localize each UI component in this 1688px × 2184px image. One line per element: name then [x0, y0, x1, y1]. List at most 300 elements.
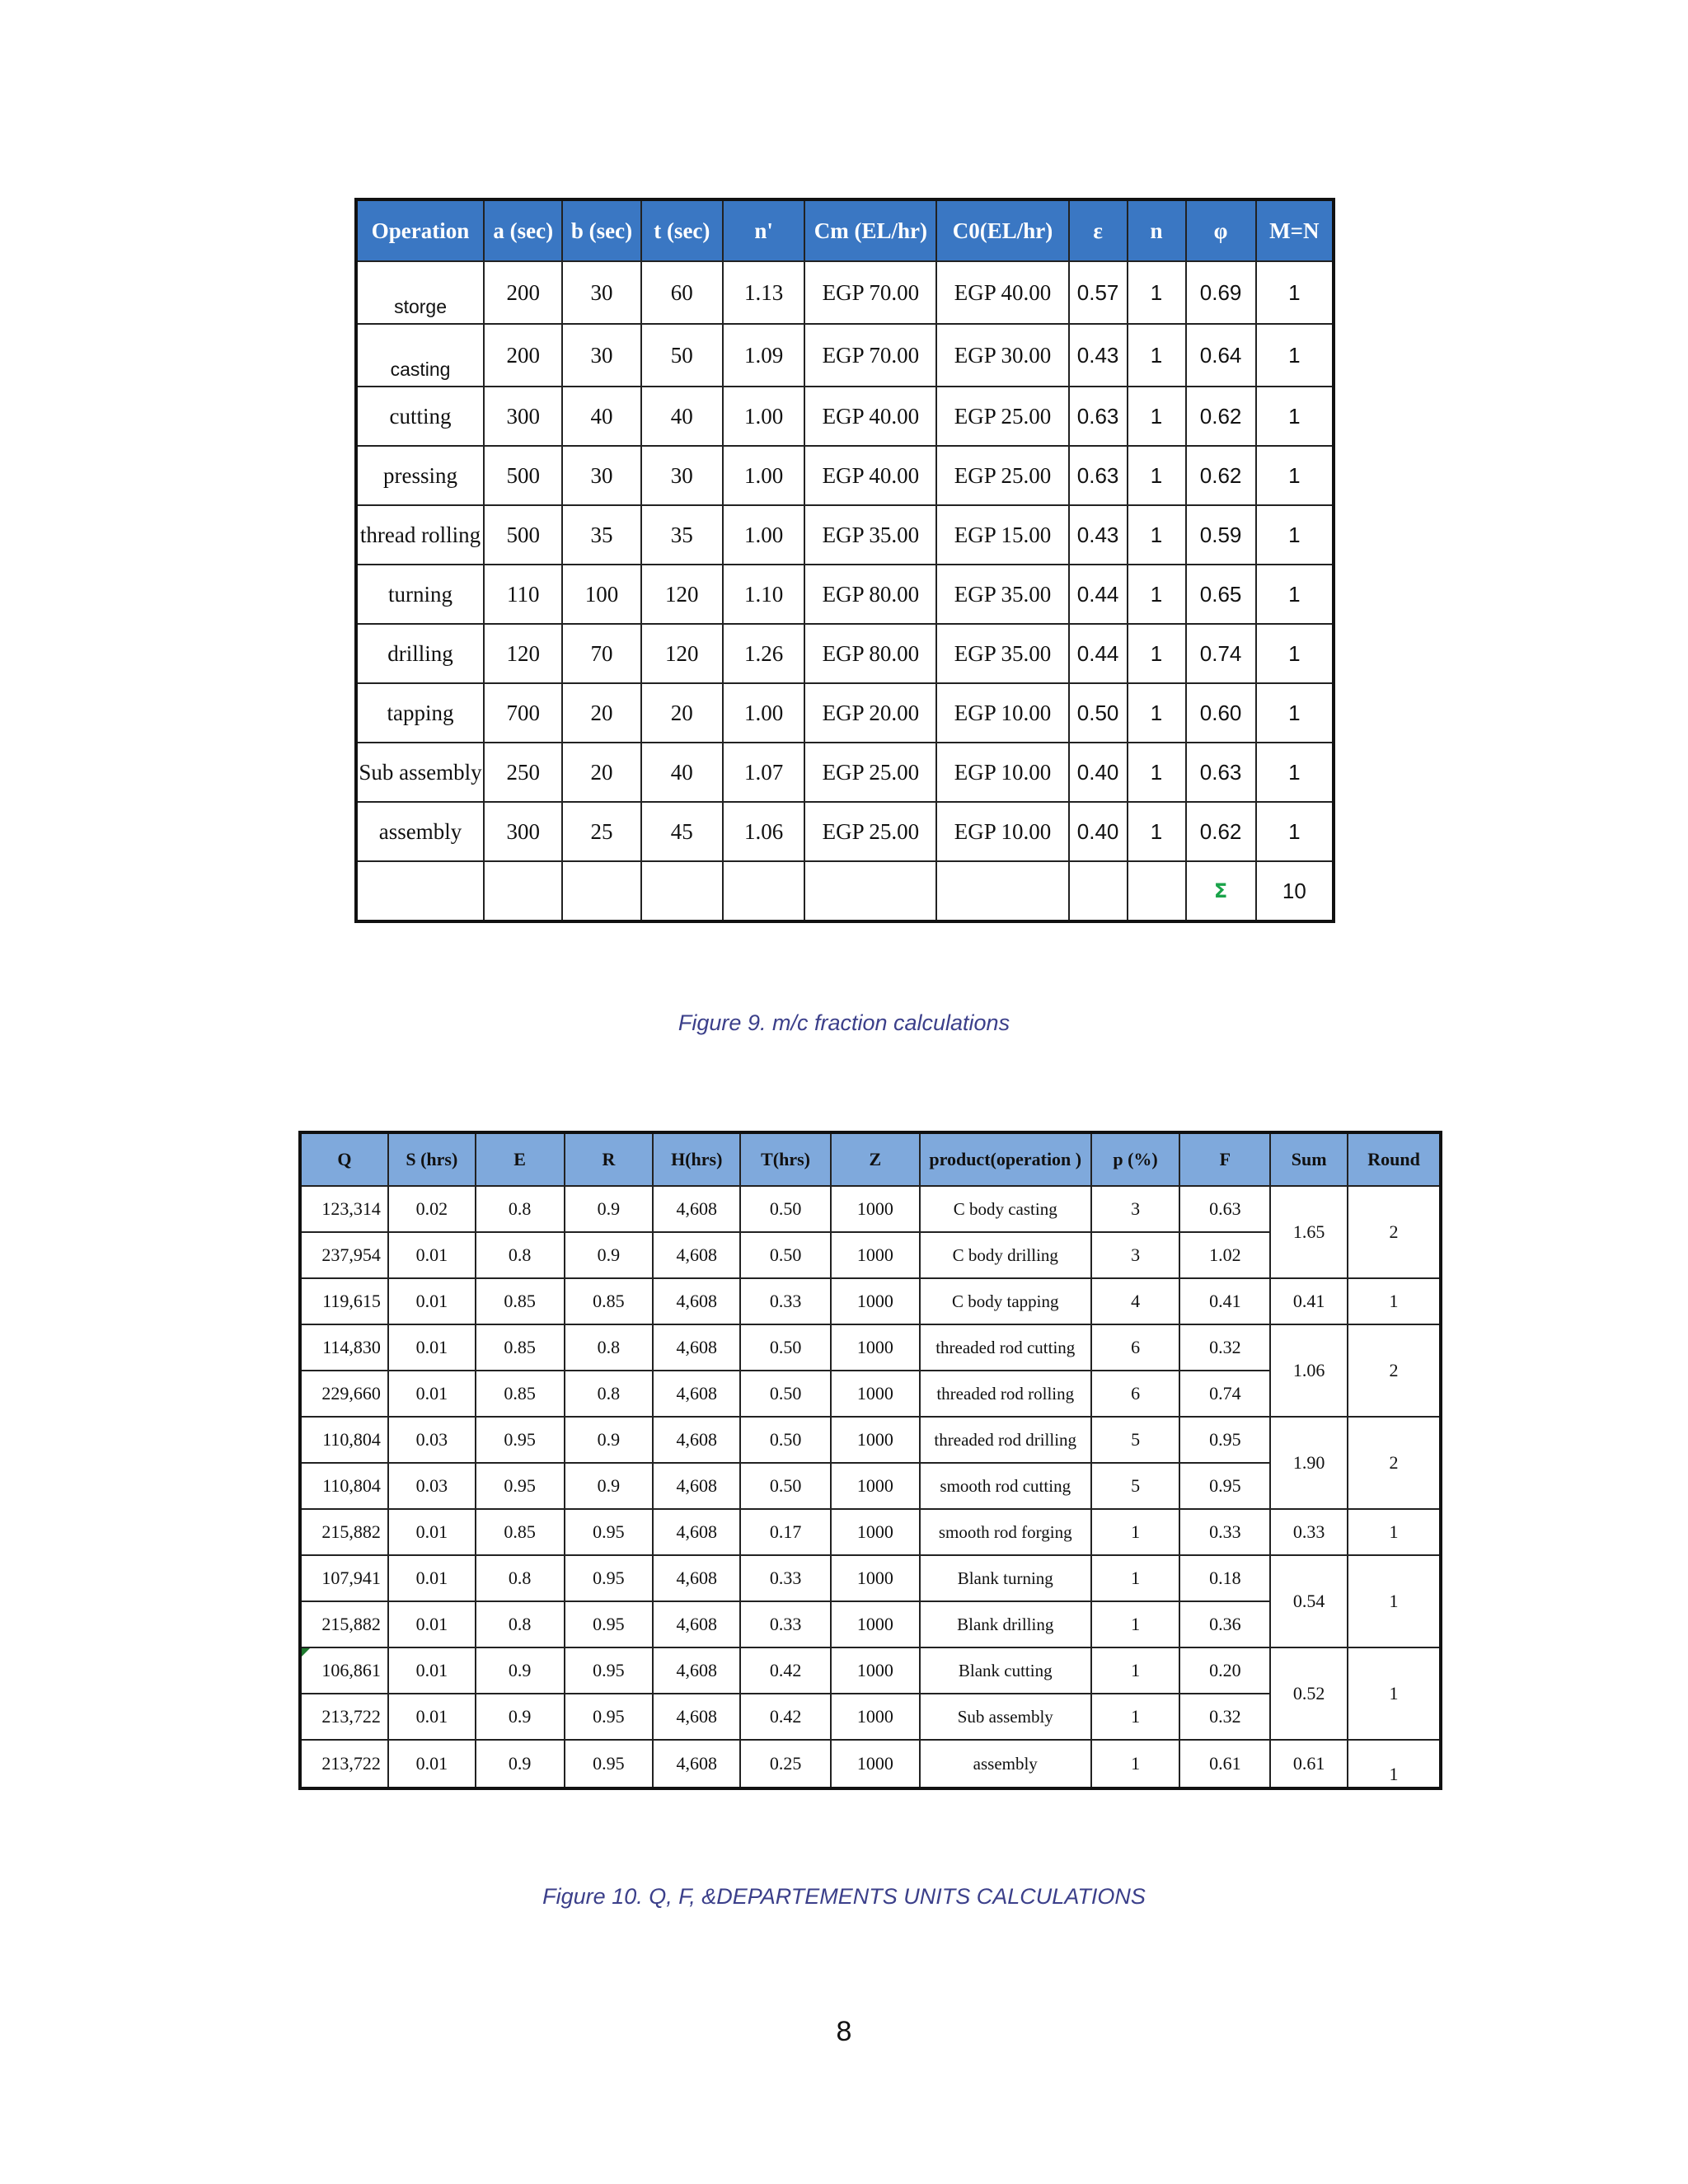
- table-cell: 0.85: [476, 1509, 565, 1555]
- table-cell: 213,722: [300, 1740, 388, 1788]
- col-header: Sum: [1270, 1132, 1348, 1186]
- table-cell: 0.03: [388, 1417, 476, 1463]
- table-cell: 1: [1091, 1647, 1180, 1694]
- col-header: ε: [1069, 199, 1128, 261]
- table-cell: 120: [484, 624, 562, 683]
- table-cell: 50: [641, 324, 723, 387]
- table-cell: 1: [1256, 261, 1334, 324]
- table-cell: EGP 35.00: [804, 505, 936, 565]
- operation-cell: turning: [356, 565, 484, 624]
- table-cell: 6: [1091, 1371, 1180, 1417]
- sum-cell: 0.33: [1270, 1509, 1348, 1555]
- table-row: [300, 1694, 1441, 1740]
- table-cell: 1000: [831, 1417, 920, 1463]
- table-cell: 0.8: [565, 1371, 654, 1417]
- table-cell: 1: [1128, 324, 1186, 387]
- table-cell: 0.62: [1186, 802, 1256, 861]
- table-cell: 0.01: [388, 1694, 476, 1740]
- table-cell: 0.17: [740, 1509, 831, 1555]
- table-cell: 100: [562, 565, 640, 624]
- table-cell: 0.85: [476, 1371, 565, 1417]
- table-row: [356, 324, 1334, 387]
- table-cell: 0.44: [1069, 624, 1128, 683]
- table-cell: 70: [562, 624, 640, 683]
- table-cell: 0.85: [565, 1278, 654, 1324]
- table-cell: 1.10: [723, 565, 804, 624]
- table-cell: 0.61: [1179, 1740, 1270, 1788]
- table-cell: 0.95: [565, 1694, 654, 1740]
- empty-cell: [804, 861, 936, 921]
- table-cell: 35: [641, 505, 723, 565]
- table-cell: 0.74: [1179, 1371, 1270, 1417]
- table-cell: 40: [562, 387, 640, 446]
- table-cell: 0.8: [476, 1555, 565, 1601]
- table-cell: 0.01: [388, 1324, 476, 1371]
- sum-cell: 0.54: [1270, 1555, 1348, 1647]
- operation-cell: storge: [356, 261, 484, 324]
- round-cell: 1: [1348, 1555, 1441, 1647]
- empty-cell: [356, 861, 484, 921]
- table-cell: 0.42: [740, 1647, 831, 1694]
- table-row: [356, 624, 1334, 683]
- table-cell: 5: [1091, 1463, 1180, 1509]
- table-cell: 0.95: [565, 1509, 654, 1555]
- total-value: 10: [1256, 861, 1334, 921]
- table-cell: 0.57: [1069, 261, 1128, 324]
- table-row: [300, 1555, 1441, 1601]
- table-row: [300, 1186, 1441, 1232]
- table-cell: EGP 10.00: [936, 802, 1068, 861]
- table-cell: 0.03: [388, 1463, 476, 1509]
- table-row: [300, 1371, 1441, 1417]
- table-cell: 5: [1091, 1417, 1180, 1463]
- table-cell: 1: [1256, 505, 1334, 565]
- table-cell: 1000: [831, 1232, 920, 1278]
- table-cell: 0.41: [1179, 1278, 1270, 1324]
- operation-cell: Sub assembly: [356, 743, 484, 802]
- table-cell: 1000: [831, 1555, 920, 1601]
- col-header: S (hrs): [388, 1132, 476, 1186]
- table-cell: 110,804: [300, 1463, 388, 1509]
- table-cell: 1000: [831, 1371, 920, 1417]
- page-number: 8: [836, 2016, 852, 2047]
- empty-cell: [562, 861, 640, 921]
- table-row: [356, 261, 1334, 324]
- table-cell: EGP 35.00: [936, 565, 1068, 624]
- table-cell: 4,608: [653, 1232, 740, 1278]
- table-cell: 1: [1128, 624, 1186, 683]
- operation-cell: Blank turning: [920, 1555, 1091, 1601]
- table-cell: 119,615: [300, 1278, 388, 1324]
- table-cell: 1: [1128, 261, 1186, 324]
- table-cell: 0.25: [740, 1740, 831, 1788]
- operation-cell: assembly: [920, 1740, 1091, 1788]
- empty-cell: [1128, 861, 1186, 921]
- table-cell: 120: [641, 565, 723, 624]
- table-row: [356, 743, 1334, 802]
- table-cell: 0.33: [1179, 1509, 1270, 1555]
- table-cell: 30: [562, 324, 640, 387]
- figure-9-caption: Figure 9. m/c fraction calculations: [678, 1010, 1010, 1035]
- table-cell: 1000: [831, 1601, 920, 1647]
- table-cell: 0.85: [476, 1324, 565, 1371]
- col-header: C0(EL/hr): [936, 199, 1068, 261]
- table-cell: 123,314: [300, 1186, 388, 1232]
- table-cell: 0.64: [1186, 324, 1256, 387]
- table-cell: 0.95: [1179, 1463, 1270, 1509]
- table-cell: 200: [484, 324, 562, 387]
- operation-cell: pressing: [356, 446, 484, 505]
- table-cell: 500: [484, 505, 562, 565]
- table-cell: 20: [641, 683, 723, 743]
- table-cell: 4,608: [653, 1509, 740, 1555]
- table-cell: 110,804: [300, 1417, 388, 1463]
- table-cell: 0.9: [565, 1463, 654, 1509]
- table-cell: 0.63: [1069, 387, 1128, 446]
- table-cell: 30: [562, 446, 640, 505]
- table-cell: 40: [641, 387, 723, 446]
- table-cell: EGP 10.00: [936, 743, 1068, 802]
- table-cell: 1: [1091, 1509, 1180, 1555]
- table-row: [300, 1463, 1441, 1509]
- empty-cell: [641, 861, 723, 921]
- table-cell: 0.01: [388, 1555, 476, 1601]
- table-cell: 0.95: [565, 1555, 654, 1601]
- table-cell: EGP 80.00: [804, 624, 936, 683]
- table-cell: 1: [1091, 1601, 1180, 1647]
- table-cell: EGP 40.00: [804, 446, 936, 505]
- table-cell: 0.9: [476, 1694, 565, 1740]
- table-cell: 35: [562, 505, 640, 565]
- table-cell: 1: [1128, 446, 1186, 505]
- table-cell: 106,861: [300, 1647, 388, 1694]
- table-cell: 1: [1128, 387, 1186, 446]
- operation-cell: threaded rod drilling: [920, 1417, 1091, 1463]
- operation-cell: assembly: [356, 802, 484, 861]
- table-cell: 1: [1091, 1694, 1180, 1740]
- table-cell: 0.43: [1069, 324, 1128, 387]
- table-cell: 1: [1256, 324, 1334, 387]
- table-row: [300, 1324, 1441, 1371]
- table-cell: 0.85: [476, 1278, 565, 1324]
- table-cell: 1000: [831, 1278, 920, 1324]
- table-cell: 213,722: [300, 1694, 388, 1740]
- table-cell: EGP 80.00: [804, 565, 936, 624]
- col-header: Z: [831, 1132, 920, 1186]
- operation-cell: Blank cutting: [920, 1647, 1091, 1694]
- col-header: M=N: [1256, 199, 1334, 261]
- table-cell: 3: [1091, 1232, 1180, 1278]
- table-cell: EGP 70.00: [804, 261, 936, 324]
- table-cell: 1: [1128, 802, 1186, 861]
- operation-cell: thread rolling: [356, 505, 484, 565]
- table-cell: 20: [562, 743, 640, 802]
- table-cell: 0.36: [1179, 1601, 1270, 1647]
- table-cell: 1.00: [723, 683, 804, 743]
- col-header: E: [476, 1132, 565, 1186]
- col-header: n': [723, 199, 804, 261]
- table-cell: 0.8: [476, 1232, 565, 1278]
- table-cell: 0.62: [1186, 387, 1256, 446]
- table-cell: 0.50: [740, 1186, 831, 1232]
- table-cell: 0.01: [388, 1509, 476, 1555]
- operation-cell: C body tapping: [920, 1278, 1091, 1324]
- round-cell: 2: [1348, 1324, 1441, 1417]
- table-cell: 0.40: [1069, 802, 1128, 861]
- table-cell: EGP 40.00: [804, 387, 936, 446]
- table-cell: 1000: [831, 1647, 920, 1694]
- table-cell: EGP 70.00: [804, 324, 936, 387]
- table-cell: 700: [484, 683, 562, 743]
- table-cell: 0.01: [388, 1647, 476, 1694]
- table-cell: 1: [1128, 565, 1186, 624]
- table-cell: 4,608: [653, 1647, 740, 1694]
- table-cell: 1000: [831, 1186, 920, 1232]
- table-cell: 1: [1091, 1555, 1180, 1601]
- table-cell: 0.42: [740, 1694, 831, 1740]
- table-cell: 237,954: [300, 1232, 388, 1278]
- round-cell: 1: [1348, 1740, 1441, 1788]
- table-header-row: [356, 199, 1334, 261]
- round-cell: 2: [1348, 1186, 1441, 1278]
- table-cell: EGP 25.00: [804, 802, 936, 861]
- table-row: [300, 1601, 1441, 1647]
- operation-cell: C body casting: [920, 1186, 1091, 1232]
- table-cell: 30: [641, 446, 723, 505]
- table-cell: 6: [1091, 1324, 1180, 1371]
- table-cell: 0.63: [1179, 1186, 1270, 1232]
- operation-cell: threaded rod rolling: [920, 1371, 1091, 1417]
- sigma-symbol: Σ: [1186, 861, 1256, 921]
- table-cell: 1000: [831, 1509, 920, 1555]
- table-cell: 0.01: [388, 1740, 476, 1788]
- table-cell: 1: [1128, 683, 1186, 743]
- table-cell: 30: [562, 261, 640, 324]
- table-cell: 1.26: [723, 624, 804, 683]
- table-cell: 0.50: [740, 1417, 831, 1463]
- table-cell: 0.33: [740, 1278, 831, 1324]
- table-cell: 0.20: [1179, 1647, 1270, 1694]
- operation-cell: smooth rod forging: [920, 1509, 1091, 1555]
- table-cell: 1: [1256, 683, 1334, 743]
- table-cell: 0.9: [476, 1647, 565, 1694]
- table-cell: 0.32: [1179, 1694, 1270, 1740]
- table-cell: 1: [1128, 743, 1186, 802]
- table-row: [300, 1232, 1441, 1278]
- table-cell: 215,882: [300, 1509, 388, 1555]
- table-cell: 3: [1091, 1186, 1180, 1232]
- operation-cell: Blank drilling: [920, 1601, 1091, 1647]
- table-cell: 0.02: [388, 1186, 476, 1232]
- table-cell: 0.69: [1186, 261, 1256, 324]
- table-cell: 0.32: [1179, 1324, 1270, 1371]
- table-cell: 215,882: [300, 1601, 388, 1647]
- table-cell: 4,608: [653, 1324, 740, 1371]
- round-cell: 2: [1348, 1417, 1441, 1509]
- table-cell: 0.50: [740, 1324, 831, 1371]
- table-cell: 0.74: [1186, 624, 1256, 683]
- table-cell: 0.18: [1179, 1555, 1270, 1601]
- table-cell: 0.9: [476, 1740, 565, 1788]
- table-cell: 0.95: [565, 1740, 654, 1788]
- table-cell: 1.00: [723, 387, 804, 446]
- table-cell: 0.50: [740, 1232, 831, 1278]
- table-row: [300, 1740, 1441, 1788]
- table-cell: 0.8: [476, 1601, 565, 1647]
- sum-cell: 0.41: [1270, 1278, 1348, 1324]
- q-f-departments-table: [298, 1131, 1442, 1790]
- table-cell: 114,830: [300, 1324, 388, 1371]
- empty-cell: [484, 861, 562, 921]
- table-cell: 1: [1256, 446, 1334, 505]
- table-cell: 1000: [831, 1463, 920, 1509]
- table-cell: 0.8: [565, 1324, 654, 1371]
- table-cell: 1000: [831, 1324, 920, 1371]
- operation-cell: cutting: [356, 387, 484, 446]
- table-cell: 4,608: [653, 1694, 740, 1740]
- table-cell: 0.43: [1069, 505, 1128, 565]
- table-cell: 1.09: [723, 324, 804, 387]
- table-cell: 0.95: [565, 1601, 654, 1647]
- round-cell: 1: [1348, 1278, 1441, 1324]
- table-cell: 0.44: [1069, 565, 1128, 624]
- table-cell: 0.01: [388, 1232, 476, 1278]
- table-cell: 229,660: [300, 1371, 388, 1417]
- table-cell: 0.9: [565, 1417, 654, 1463]
- col-header: Cm (EL/hr): [804, 199, 936, 261]
- empty-cell: [723, 861, 804, 921]
- table-cell: 1.13: [723, 261, 804, 324]
- table-row: [300, 1417, 1441, 1463]
- table-cell: 1: [1256, 743, 1334, 802]
- table-cell: 0.8: [476, 1186, 565, 1232]
- table-cell: 0.95: [565, 1647, 654, 1694]
- table-cell: EGP 30.00: [936, 324, 1068, 387]
- sum-cell: 1.90: [1270, 1417, 1348, 1509]
- table-cell: EGP 25.00: [936, 387, 1068, 446]
- table-cell: 4,608: [653, 1463, 740, 1509]
- table-cell: 0.95: [476, 1417, 565, 1463]
- table-cell: 0.40: [1069, 743, 1128, 802]
- operation-cell: threaded rod cutting: [920, 1324, 1091, 1371]
- table-cell: 4,608: [653, 1555, 740, 1601]
- table-cell: 25: [562, 802, 640, 861]
- table-cell: 0.63: [1186, 743, 1256, 802]
- table-cell: 250: [484, 743, 562, 802]
- col-header: b (sec): [562, 199, 640, 261]
- table-cell: 0.01: [388, 1601, 476, 1647]
- table-row: [356, 802, 1334, 861]
- table-cell: 0.50: [1069, 683, 1128, 743]
- table-row: [356, 505, 1334, 565]
- table-cell: 1000: [831, 1694, 920, 1740]
- table-cell: EGP 35.00: [936, 624, 1068, 683]
- col-header: H(hrs): [653, 1132, 740, 1186]
- table-cell: 4,608: [653, 1740, 740, 1788]
- table-row: [356, 387, 1334, 446]
- operation-cell: tapping: [356, 683, 484, 743]
- operation-cell: Sub assembly: [920, 1694, 1091, 1740]
- operation-cell: drilling: [356, 624, 484, 683]
- table-cell: 107,941: [300, 1555, 388, 1601]
- sum-cell: 0.61: [1270, 1740, 1348, 1788]
- table-row: [300, 1509, 1441, 1555]
- table-cell: 1.00: [723, 446, 804, 505]
- col-header: Operation: [356, 199, 484, 261]
- table-row: [300, 1278, 1441, 1324]
- table-cell: EGP 40.00: [936, 261, 1068, 324]
- table-cell: 1: [1256, 802, 1334, 861]
- table-cell: 0.59: [1186, 505, 1256, 565]
- table-cell: 0.63: [1069, 446, 1128, 505]
- table-row: [300, 1647, 1441, 1694]
- table-cell: 1.07: [723, 743, 804, 802]
- sum-cell: 1.06: [1270, 1324, 1348, 1417]
- table-row: [356, 565, 1334, 624]
- sum-cell: 1.65: [1270, 1186, 1348, 1278]
- col-header: φ: [1186, 199, 1256, 261]
- operation-cell: casting: [356, 324, 484, 387]
- col-header: p (%): [1091, 1132, 1180, 1186]
- table-cell: 0.62: [1186, 446, 1256, 505]
- table-cell: 0.01: [388, 1371, 476, 1417]
- table-cell: 0.33: [740, 1555, 831, 1601]
- table-cell: 0.33: [740, 1601, 831, 1647]
- col-header: product(operation ): [920, 1132, 1091, 1186]
- table-row: [356, 683, 1334, 743]
- table-cell: 4,608: [653, 1601, 740, 1647]
- table-cell: 4: [1091, 1278, 1180, 1324]
- table-cell: 1000: [831, 1740, 920, 1788]
- col-header: Round: [1348, 1132, 1441, 1186]
- col-header: n: [1128, 199, 1186, 261]
- table-cell: EGP 15.00: [936, 505, 1068, 565]
- table-cell: 4,608: [653, 1278, 740, 1324]
- table-cell: EGP 20.00: [804, 683, 936, 743]
- table-cell: 20: [562, 683, 640, 743]
- col-header: F: [1179, 1132, 1270, 1186]
- col-header: t (sec): [641, 199, 723, 261]
- col-header: T(hrs): [740, 1132, 831, 1186]
- col-header: a (sec): [484, 199, 562, 261]
- operation-cell: C body drilling: [920, 1232, 1091, 1278]
- table-cell: 1: [1256, 624, 1334, 683]
- table-cell: 40: [641, 743, 723, 802]
- table-cell: 1: [1256, 565, 1334, 624]
- table-cell: 4,608: [653, 1186, 740, 1232]
- table-cell: 0.65: [1186, 565, 1256, 624]
- table-cell: 4,608: [653, 1371, 740, 1417]
- round-cell: 1: [1348, 1647, 1441, 1740]
- empty-cell: [1069, 861, 1128, 921]
- table-row: [356, 446, 1334, 505]
- table-cell: 110: [484, 565, 562, 624]
- table-cell: 1.00: [723, 505, 804, 565]
- table-cell: 0.95: [1179, 1417, 1270, 1463]
- table-cell: 300: [484, 387, 562, 446]
- table-header-row: [300, 1132, 1441, 1186]
- col-header: Q: [300, 1132, 388, 1186]
- table-cell: 4,608: [653, 1417, 740, 1463]
- table-cell: 200: [484, 261, 562, 324]
- table-cell: 1: [1091, 1740, 1180, 1788]
- empty-cell: [936, 861, 1068, 921]
- figure-10-caption: Figure 10. Q, F, &DEPARTEMENTS UNITS CALCULATIONS: [542, 1884, 1146, 1909]
- table-cell: 1: [1128, 505, 1186, 565]
- table-cell: 0.01: [388, 1278, 476, 1324]
- table-cell: 1: [1256, 387, 1334, 446]
- table-cell: 0.60: [1186, 683, 1256, 743]
